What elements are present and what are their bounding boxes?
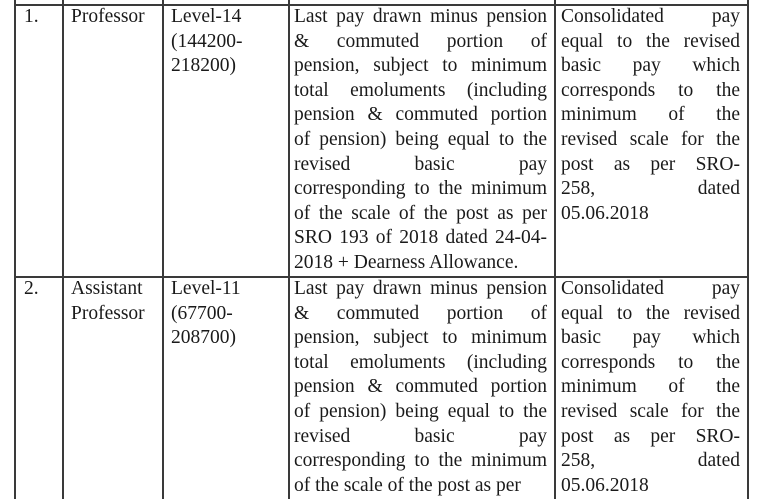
- pay-range-end: 218200): [171, 55, 236, 77]
- cell-post: [71, 5, 145, 30]
- word: corresponds: [561, 351, 656, 373]
- word: pay: [518, 153, 547, 175]
- word: post: [561, 425, 594, 447]
- text-line: [294, 5, 547, 30]
- cell-pay-level: [171, 5, 243, 79]
- column-border: [162, 0, 164, 499]
- text-line: [294, 351, 547, 376]
- post-name-line: Assistant: [71, 278, 143, 299]
- line-text: equal to the revised: [561, 302, 740, 324]
- word: to: [678, 79, 694, 101]
- serial-number: 2.: [24, 278, 39, 299]
- line-text: pension, subject to minimum: [294, 327, 547, 349]
- pay-range-start: (144200-: [171, 30, 243, 52]
- word: minimum: [561, 376, 637, 398]
- text-line: [294, 277, 547, 302]
- text-line: [294, 128, 547, 153]
- word: 258,: [561, 178, 596, 200]
- word: per: [650, 153, 676, 175]
- word: the: [716, 351, 740, 373]
- word: basic: [414, 425, 455, 447]
- text-line: [561, 302, 740, 327]
- post-name-line: Professor: [71, 302, 145, 324]
- text-line: [294, 251, 547, 276]
- line-text: SRO 193 of 2018 dated 24-04-: [294, 227, 547, 249]
- word: revised: [294, 153, 351, 175]
- word: total: [294, 351, 329, 373]
- text-line: [294, 153, 547, 178]
- word: total: [294, 79, 329, 101]
- text-line: [294, 449, 547, 474]
- text-line: [294, 177, 547, 202]
- line-text: 2018 + Dearness Allowance.: [294, 251, 519, 273]
- word: the: [716, 79, 740, 101]
- word: pay: [711, 6, 740, 27]
- word: the: [716, 376, 740, 398]
- line-text: revised scale for the: [561, 128, 740, 150]
- text-line: [561, 351, 740, 376]
- text-line: [561, 54, 740, 79]
- word: to: [678, 351, 694, 373]
- text-line: [294, 474, 547, 499]
- word: basic: [561, 55, 602, 77]
- word: pay: [632, 55, 661, 77]
- word: basic: [414, 153, 455, 175]
- word: of: [668, 376, 685, 398]
- cell-post: [71, 277, 145, 326]
- column-border: [14, 0, 16, 499]
- line-text: equal to the revised: [561, 30, 740, 52]
- word: of: [530, 30, 547, 52]
- text-line: [294, 326, 547, 351]
- word: post: [561, 153, 594, 175]
- word: dated: [697, 450, 740, 472]
- line-text: of pension) being equal to the: [294, 400, 547, 422]
- text-line: [294, 302, 547, 327]
- word: (including: [466, 351, 547, 373]
- word: pay: [711, 278, 740, 299]
- text-line: [561, 5, 740, 30]
- text-line: [561, 202, 740, 227]
- word: which: [692, 327, 740, 349]
- word: dated: [697, 178, 740, 200]
- word: revised: [294, 425, 351, 447]
- cell-pay-on-reemployment: [294, 5, 547, 276]
- word: Consolidated: [561, 278, 664, 299]
- word: 258,: [561, 450, 596, 472]
- word: corresponds: [561, 79, 656, 101]
- text-line: [561, 128, 740, 153]
- word: portion: [446, 302, 504, 324]
- word: SRO-: [695, 153, 740, 175]
- text-line: [294, 202, 547, 227]
- cell-pay-level: [171, 277, 241, 351]
- word: of: [530, 302, 547, 324]
- line-text: pension & commuted portion: [294, 104, 547, 126]
- line-text: of the scale of the post as per: [294, 474, 521, 496]
- line-text: of the scale of the post as per: [294, 202, 547, 224]
- word: as: [613, 153, 631, 175]
- word: commuted: [336, 30, 420, 52]
- pay-range-start: (67700-: [171, 302, 233, 324]
- word: the: [716, 104, 740, 126]
- text-line: [561, 79, 740, 104]
- word: &: [294, 30, 310, 52]
- text-line: [294, 79, 547, 104]
- text-line: [561, 177, 740, 202]
- post-name: Professor: [71, 6, 145, 27]
- column-border: [747, 0, 749, 499]
- text-line: [294, 103, 547, 128]
- word: as: [613, 425, 631, 447]
- word: basic: [561, 327, 602, 349]
- cell-consolidated-pay: [561, 5, 740, 226]
- line-text: 05.06.2018: [561, 474, 649, 496]
- column-border: [62, 0, 64, 499]
- line-text: 05.06.2018: [561, 202, 649, 224]
- column-border: [554, 0, 556, 499]
- text-line: [294, 425, 547, 450]
- line-text: of pension) being equal to the: [294, 128, 547, 150]
- word: portion: [446, 30, 504, 52]
- cell-serial-number: [24, 5, 39, 30]
- word: per: [650, 425, 676, 447]
- cell-pay-on-reemployment: [294, 277, 547, 498]
- text-line: [561, 449, 740, 474]
- text-line: [561, 153, 740, 178]
- text-line: [561, 277, 740, 302]
- text-line: [561, 400, 740, 425]
- word: minimum: [561, 104, 637, 126]
- line-text: corresponding to the minimum: [294, 450, 547, 472]
- text-line: [561, 474, 740, 499]
- line-text: corresponding to the minimum: [294, 178, 547, 200]
- text-line: [561, 425, 740, 450]
- line-text: pension, subject to minimum: [294, 55, 547, 77]
- word: emoluments: [350, 79, 446, 101]
- word: emoluments: [350, 351, 446, 373]
- cell-consolidated-pay: [561, 277, 740, 498]
- word: &: [294, 302, 310, 324]
- line-text: Last pay drawn minus pension: [294, 278, 547, 299]
- line-text: Last pay drawn minus pension: [294, 6, 547, 27]
- text-line: [294, 54, 547, 79]
- column-border: [288, 0, 290, 499]
- word: (including: [466, 79, 547, 101]
- text-line: [294, 226, 547, 251]
- text-line: [294, 375, 547, 400]
- text-line: [294, 400, 547, 425]
- word: pay: [518, 425, 547, 447]
- word: pay: [632, 327, 661, 349]
- pay-level: Level-14: [171, 6, 242, 27]
- text-line: [561, 326, 740, 351]
- cell-serial-number: [24, 277, 39, 302]
- serial-number: 1.: [24, 6, 39, 27]
- word: SRO-: [695, 425, 740, 447]
- pay-level: Level-11: [171, 278, 241, 299]
- text-line: [561, 375, 740, 400]
- pay-range-end: 208700): [171, 327, 236, 349]
- line-text: pension & commuted portion: [294, 376, 547, 398]
- word: of: [668, 104, 685, 126]
- word: commuted: [336, 302, 420, 324]
- word: Consolidated: [561, 6, 664, 27]
- text-line: [561, 30, 740, 55]
- line-text: revised scale for the: [561, 400, 740, 422]
- word: which: [692, 55, 740, 77]
- text-line: [294, 30, 547, 55]
- text-line: [561, 103, 740, 128]
